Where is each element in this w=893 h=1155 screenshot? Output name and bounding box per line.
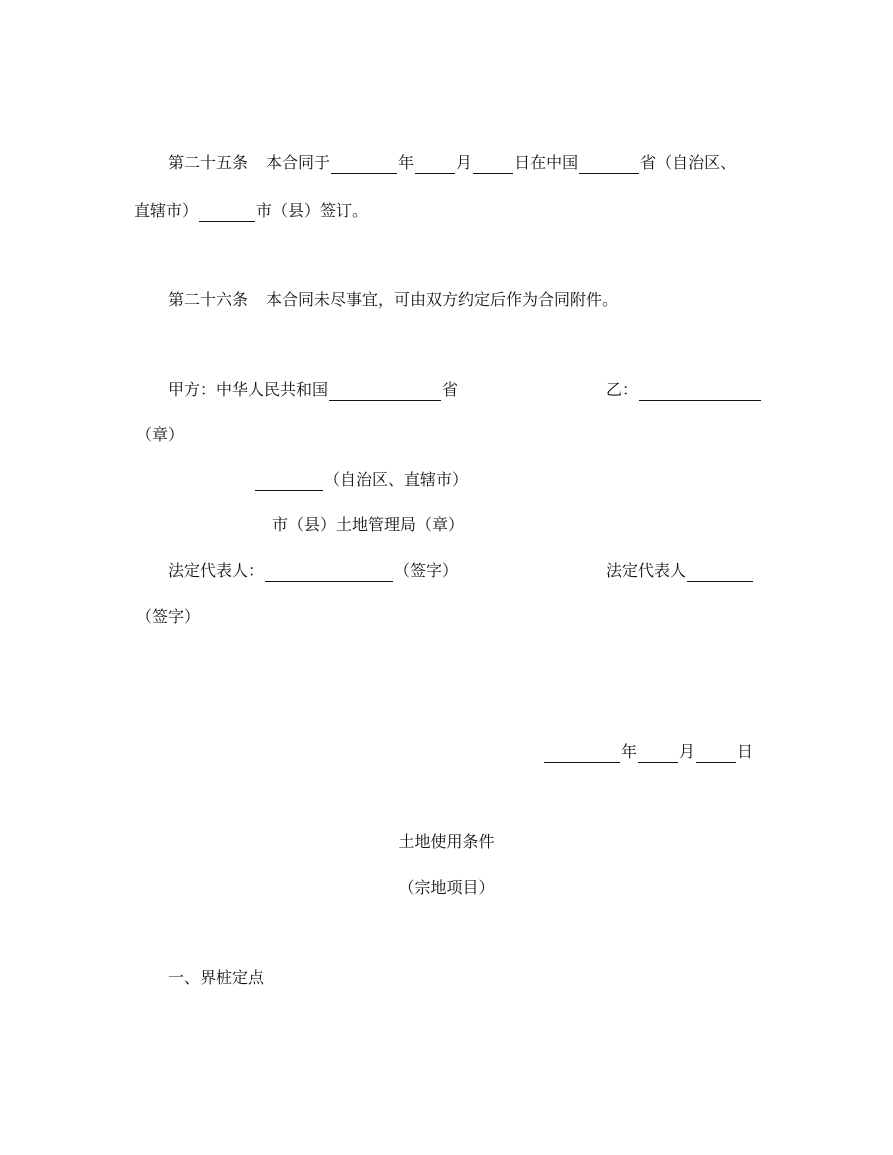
party-a-region-line <box>254 469 468 491</box>
blank-date-month <box>638 746 678 763</box>
appendix-title: 土地使用条件 <box>398 832 495 851</box>
party-a-region: （自治区、直辖市） <box>324 470 469 489</box>
blank-day <box>473 157 513 174</box>
blank-city <box>199 205 255 222</box>
article-26-label: 第二十六条 <box>168 290 249 309</box>
article-26-text: 本合同未尽事宜，可由双方约定后作为合同附件。 <box>266 290 619 309</box>
date-day: 日 <box>737 742 754 761</box>
section-1-heading: 一、界桩定点 <box>168 968 265 987</box>
party-a-seal: （章） <box>136 425 185 444</box>
date-month: 月 <box>679 742 696 761</box>
article-25-municipality: 直辖市） <box>134 201 199 220</box>
article-25-day: 日在中国 <box>514 153 579 172</box>
party-a-bureau: 市（县）土地管理局（章） <box>272 515 465 534</box>
date-year: 年 <box>621 742 638 761</box>
blank-region <box>255 474 323 491</box>
blank-month <box>415 157 455 174</box>
party-a-province: 省 <box>442 380 459 399</box>
article-25-city: 市（县）签订。 <box>256 201 369 220</box>
party-b-rep-line <box>606 560 754 582</box>
party-a-rep-line <box>168 560 458 582</box>
blank-date-day <box>696 746 736 763</box>
blank-party-b-rep <box>687 565 753 582</box>
blank-party-b <box>639 384 761 401</box>
article-25-text-1: 本合同于 <box>266 153 331 172</box>
article-25-year: 年 <box>398 153 415 172</box>
party-b-rep-label: 法定代表人 <box>606 561 687 580</box>
appendix-subtitle: （宗地项目） <box>398 878 495 897</box>
party-b-line <box>606 379 762 401</box>
blank-date-year <box>544 746 620 763</box>
article-26 <box>168 289 618 311</box>
party-b-label: 乙： <box>606 380 639 399</box>
article-25-month: 月 <box>456 153 473 172</box>
blank-year <box>331 157 397 174</box>
blank-province <box>579 157 639 174</box>
party-a-sign: （签字） <box>394 561 459 580</box>
party-a-rep-label: 法定代表人： <box>168 561 265 580</box>
blank-party-a-rep <box>265 565 393 582</box>
article-25-label: 第二十五条 <box>168 153 249 172</box>
party-b-sign: （签字） <box>136 607 201 626</box>
blank-party-a-province <box>329 384 441 401</box>
party-a-line <box>168 379 458 401</box>
party-a-prefix: 甲方：中华人民共和国 <box>168 380 329 399</box>
signing-date <box>543 741 753 763</box>
article-25-line-1 <box>168 152 736 174</box>
article-25-province: 省（自治区、 <box>640 153 737 172</box>
article-25-line-2 <box>134 200 368 222</box>
